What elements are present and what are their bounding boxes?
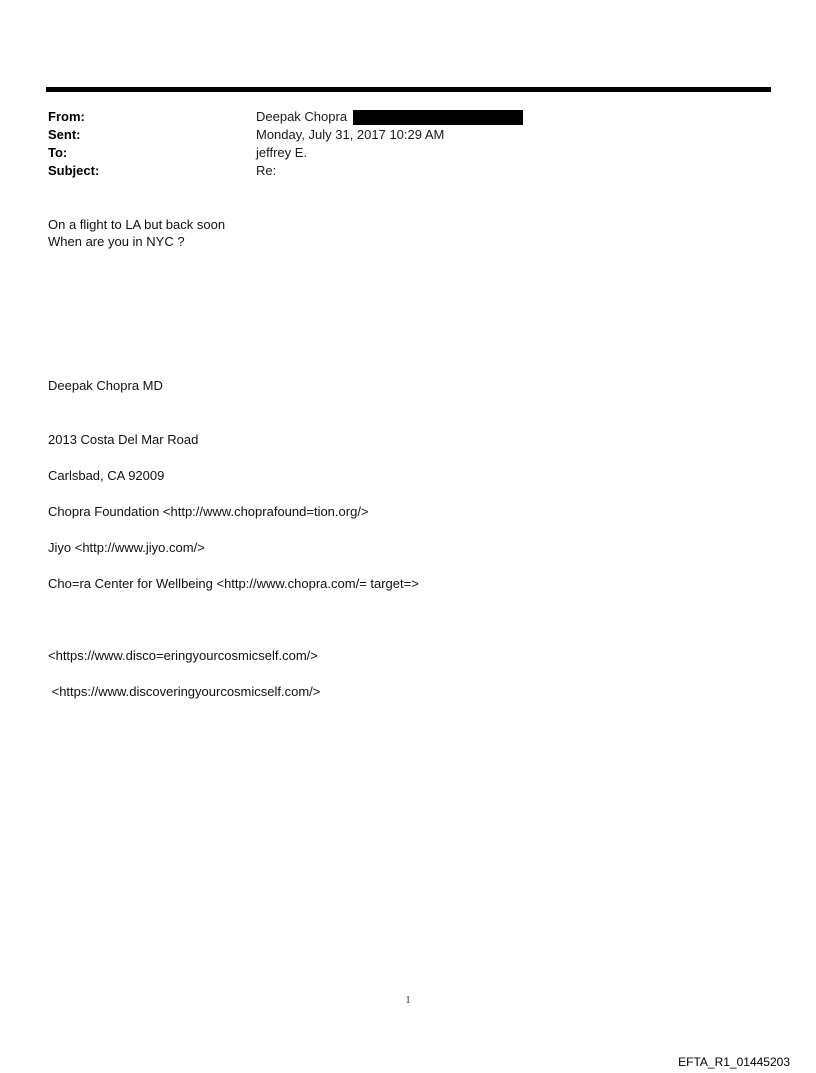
message-line-2: When are you in NYC ? [48, 234, 185, 249]
sender-name: Deepak Chopra [256, 109, 348, 124]
document-id: EFTA_R1_01445203 [678, 1055, 790, 1069]
header-rule [46, 87, 771, 92]
from-row [48, 108, 748, 126]
subject-row [48, 162, 748, 180]
link-chopra-center[interactable]: Cho=ra Center for Wellbeing <http://www.chopra.com/= target=> [48, 576, 419, 591]
to-value: jeffrey E. [256, 145, 308, 160]
from-value [256, 108, 523, 126]
link-cosmic-self-1[interactable]: <https://www.disco=eringyourcosmicself.com/> [48, 648, 318, 663]
from-label: From: [48, 109, 85, 124]
to-label: To: [48, 145, 68, 160]
signature-name: Deepak Chopra MD [48, 378, 163, 393]
signature-city: Carlsbad, CA 92009 [48, 468, 165, 483]
signature-street: 2013 Costa Del Mar Road [48, 432, 199, 447]
link-jiyo[interactable]: Jiyo <http://www.jiyo.com/> [48, 540, 205, 555]
to-row [48, 144, 748, 162]
sent-label: Sent: [48, 127, 81, 142]
message-line-1: On a flight to LA but back soon [48, 217, 226, 232]
sent-row [48, 126, 748, 144]
redaction-box [353, 110, 523, 125]
subject-value: Re: [256, 163, 277, 178]
subject-label: Subject: [48, 163, 100, 178]
page-number: 1 [405, 995, 411, 1006]
email-header [48, 108, 748, 180]
link-cosmic-self-2[interactable]: <https://www.discoveringyourcosmicself.com/> [48, 684, 321, 699]
link-chopra-foundation[interactable]: Chopra Foundation <http://www.choprafound=tion.org/> [48, 504, 369, 519]
sent-value: Monday, July 31, 2017 10:29 AM [256, 127, 445, 142]
